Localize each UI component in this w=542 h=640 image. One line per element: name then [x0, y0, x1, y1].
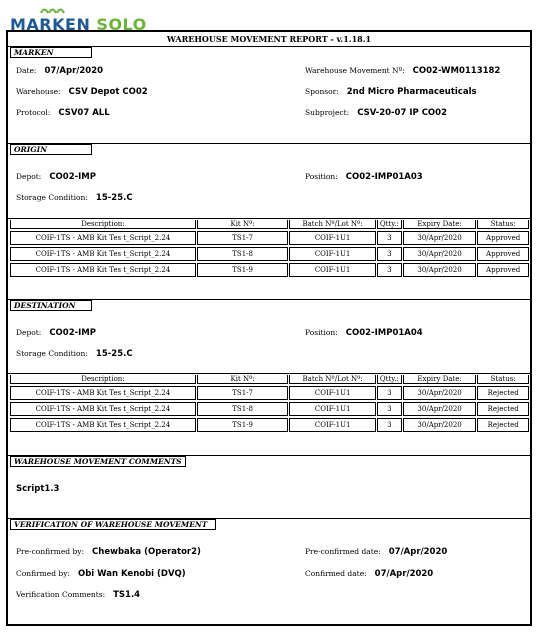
table-row	[10, 386, 529, 400]
column-header: Status:	[477, 375, 529, 384]
table-row	[10, 247, 529, 261]
origin-storage-condition-field: Storage Condition: 15-25.C	[16, 193, 133, 203]
section-heading-origin: ORIGIN	[10, 144, 92, 155]
date-field: Date: 07/Apr/2020	[16, 66, 104, 76]
table-cell: Rejected	[477, 386, 529, 400]
column-header: Expiry Date:	[403, 220, 476, 229]
table-cell: COIF-1U1	[289, 263, 375, 277]
logo-wordmark: MARKEN SOLO	[10, 15, 147, 34]
column-header: Qtty.:	[377, 375, 402, 384]
table-cell: COIF-1TS - AMB Kit Tes t_Script_2.24	[10, 386, 196, 400]
table-cell: Approved	[477, 247, 529, 261]
report-document	[6, 30, 532, 626]
table-cell: COIF-1U1	[289, 418, 376, 432]
subproject-field: Subproject: CSV-20-07 IP CO02	[305, 108, 447, 118]
section-heading-destination: DESTINATION	[10, 300, 92, 311]
table-cell: Approved	[477, 263, 529, 277]
preconfirmed-by-field: Pre-confirmed by: Chewbaka (Operator2)	[16, 547, 201, 557]
table-cell: 3	[377, 247, 402, 261]
column-header: Expiry Date:	[403, 375, 476, 384]
table-row	[10, 231, 529, 245]
warehouse-movement-comments: Script1.3	[16, 484, 60, 494]
table-cell: COIF-1U1	[289, 402, 376, 416]
table-cell: COIF-1TS - AMB Kit Tes t_Script_2.24	[10, 231, 196, 245]
table-cell: TS1-9	[197, 263, 288, 277]
table-cell: 3	[377, 386, 402, 400]
table-cell: 30/Apr/2020	[403, 231, 476, 245]
origin-depot-field: Depot: CO02-IMP	[16, 172, 96, 182]
table-cell: TS1-8	[197, 402, 289, 416]
warehouse-movement-number-field: Warehouse Movement Nº: CO02-WM0113182	[305, 66, 501, 76]
section-heading-marken: MARKEN	[10, 47, 92, 58]
column-header: Batch Nº/Lot Nº:	[289, 220, 375, 229]
table-cell: 3	[377, 231, 402, 245]
column-header: Batch Nº/Lot Nº:	[289, 375, 376, 384]
origin-items-table	[9, 218, 530, 279]
table-cell: 30/Apr/2020	[403, 402, 476, 416]
warehouse-field: Warehouse: CSV Depot CO02	[16, 87, 148, 97]
table-cell: 3	[377, 402, 402, 416]
confirmed-by-field: Confirmed by: Obi Wan Kenobi (DVQ)	[16, 569, 186, 579]
table-cell: Approved	[477, 231, 529, 245]
logo-mark-icon	[40, 6, 66, 14]
section-heading-comments: WAREHOUSE MOVEMENT COMMENTS	[10, 456, 186, 467]
table-cell: COIF-1TS - AMB Kit Tes t_Script_2.24	[10, 418, 196, 432]
table-cell: COIF-1TS - AMB Kit Tes t_Script_2.24	[10, 263, 196, 277]
table-cell: Rejected	[477, 402, 529, 416]
protocol-field: Protocol: CSV07 ALL	[16, 108, 110, 118]
destination-storage-condition-field: Storage Condition: 15-25.C	[16, 349, 133, 359]
report-title: WAREHOUSE MOVEMENT REPORT - v.1.18.1	[8, 32, 530, 47]
column-header: Kit Nº:	[197, 220, 288, 229]
table-cell: 3	[377, 418, 402, 432]
table-header-row	[10, 375, 529, 384]
table-header-row	[10, 220, 529, 229]
table-cell: TS1-8	[197, 247, 288, 261]
sponsor-field: Sponsor: 2nd Micro Pharmaceuticals	[305, 87, 477, 97]
table-cell: TS1-7	[197, 386, 289, 400]
destination-items-table	[9, 373, 530, 434]
table-row	[10, 402, 529, 416]
table-cell: COIF-1TS - AMB Kit Tes t_Script_2.24	[10, 402, 196, 416]
verification-comments-field: Verification Comments: TS1.4	[16, 590, 141, 600]
column-header: Description:	[10, 375, 196, 384]
table-cell: 30/Apr/2020	[403, 263, 476, 277]
table-cell: 30/Apr/2020	[403, 247, 476, 261]
preconfirmed-date-field: Pre-confirmed date: 07/Apr/2020	[305, 547, 448, 557]
table-cell: 3	[377, 263, 402, 277]
table-row	[10, 263, 529, 277]
table-cell: 30/Apr/2020	[403, 418, 476, 432]
table-cell: COIF-1U1	[289, 247, 375, 261]
table-cell: COIF-1U1	[289, 231, 375, 245]
table-cell: Rejected	[477, 418, 529, 432]
column-header: Qtty.:	[377, 220, 402, 229]
table-cell: TS1-7	[197, 231, 288, 245]
table-row	[10, 418, 529, 432]
table-cell: COIF-1U1	[289, 386, 376, 400]
column-header: Status:	[477, 220, 529, 229]
section-heading-verification: VERIFICATION OF WAREHOUSE MOVEMENT	[10, 519, 216, 530]
table-cell: COIF-1TS - AMB Kit Tes t_Script_2.24	[10, 247, 196, 261]
destination-position-field: Position: CO02-IMP01A04	[305, 328, 423, 338]
confirmed-date-field: Confirmed date: 07/Apr/2020	[305, 569, 434, 579]
destination-depot-field: Depot: CO02-IMP	[16, 328, 96, 338]
origin-position-field: Position: CO02-IMP01A03	[305, 172, 423, 182]
marken-solo-logo	[10, 6, 145, 32]
column-header: Kit Nº:	[197, 375, 289, 384]
table-cell: TS1-9	[197, 418, 289, 432]
column-header: Description:	[10, 220, 196, 229]
table-cell: 30/Apr/2020	[403, 386, 476, 400]
